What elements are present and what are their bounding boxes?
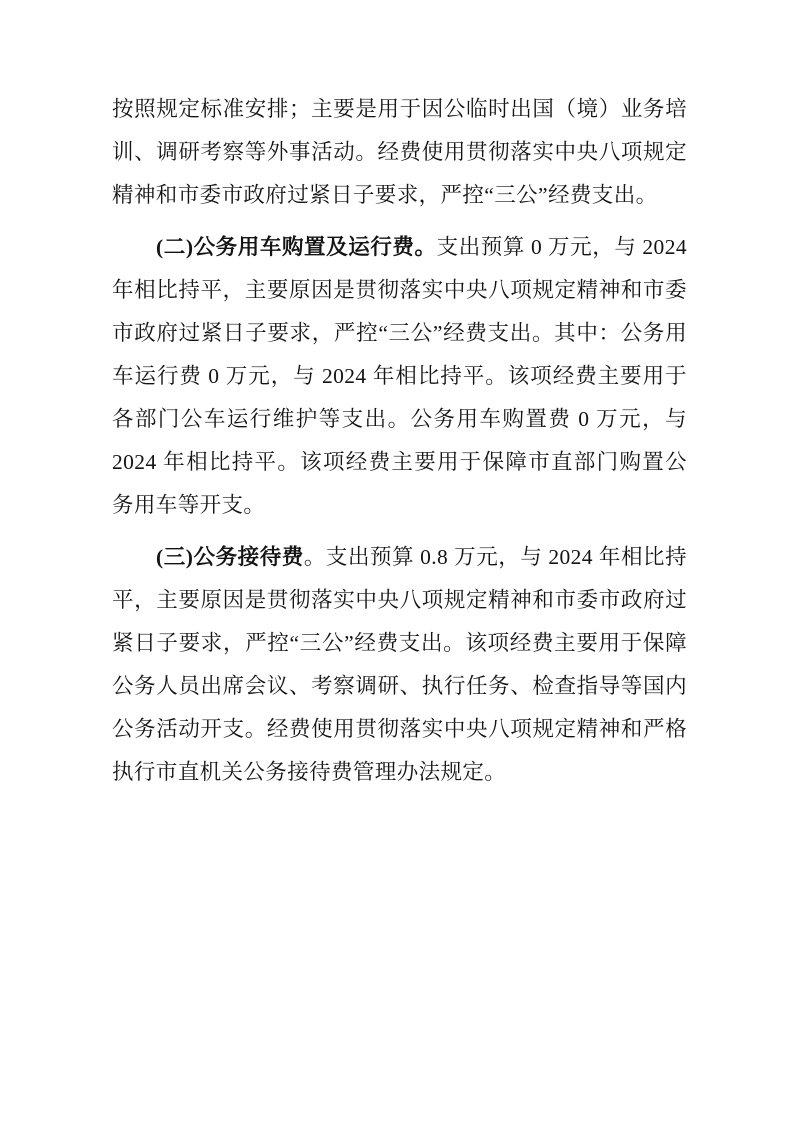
paragraph-section-3 (112, 536, 687, 794)
paragraph-section-2 (112, 226, 687, 527)
paragraph-text: 支出预算 0 万元，与 2024 年相比持平，主要原因是贯彻落实中央八项规定精神和市委市政府过紧日子要求，严控“三公”经费支出。其中：公务用车运行费 0 万元，与 2024 年相比持平。该项经费主要用于各部门公车运行维护等支出。公务用车购置费 0 万元，与 2024 年相比持平。该项经费主要用于保障市直部门购置公务用车等开支。 (112, 235, 687, 517)
paragraph-heading-label: (二)公务用车购置及运行费。 (156, 235, 437, 259)
paragraph-text: 按照规定标准安排；主要是用于因公临时出国（境）业务培训、调研考察等外事活动。经费使用贯彻落实中央八项规定精神和市委市政府过紧日子要求，严控“三公”经费支出。 (112, 97, 687, 207)
paragraph-text: 。支出预算 0.8 万元，与 2024 年相比持平，主要原因是贯彻落实中央八项规定精神和市委市政府过紧日子要求，严控“三公”经费支出。该项经费主要用于保障公务人员出席会议、考察调研、执行任务、检查指导等国内公务活动开支。经费使用贯彻落实中央八项规定精神和严格执行市直机关公务接待费管理办法规定。 (112, 545, 687, 784)
paragraph-heading-label: (三)公务接待费 (156, 545, 304, 569)
paragraph-continued (112, 88, 687, 217)
document-body (112, 88, 687, 797)
